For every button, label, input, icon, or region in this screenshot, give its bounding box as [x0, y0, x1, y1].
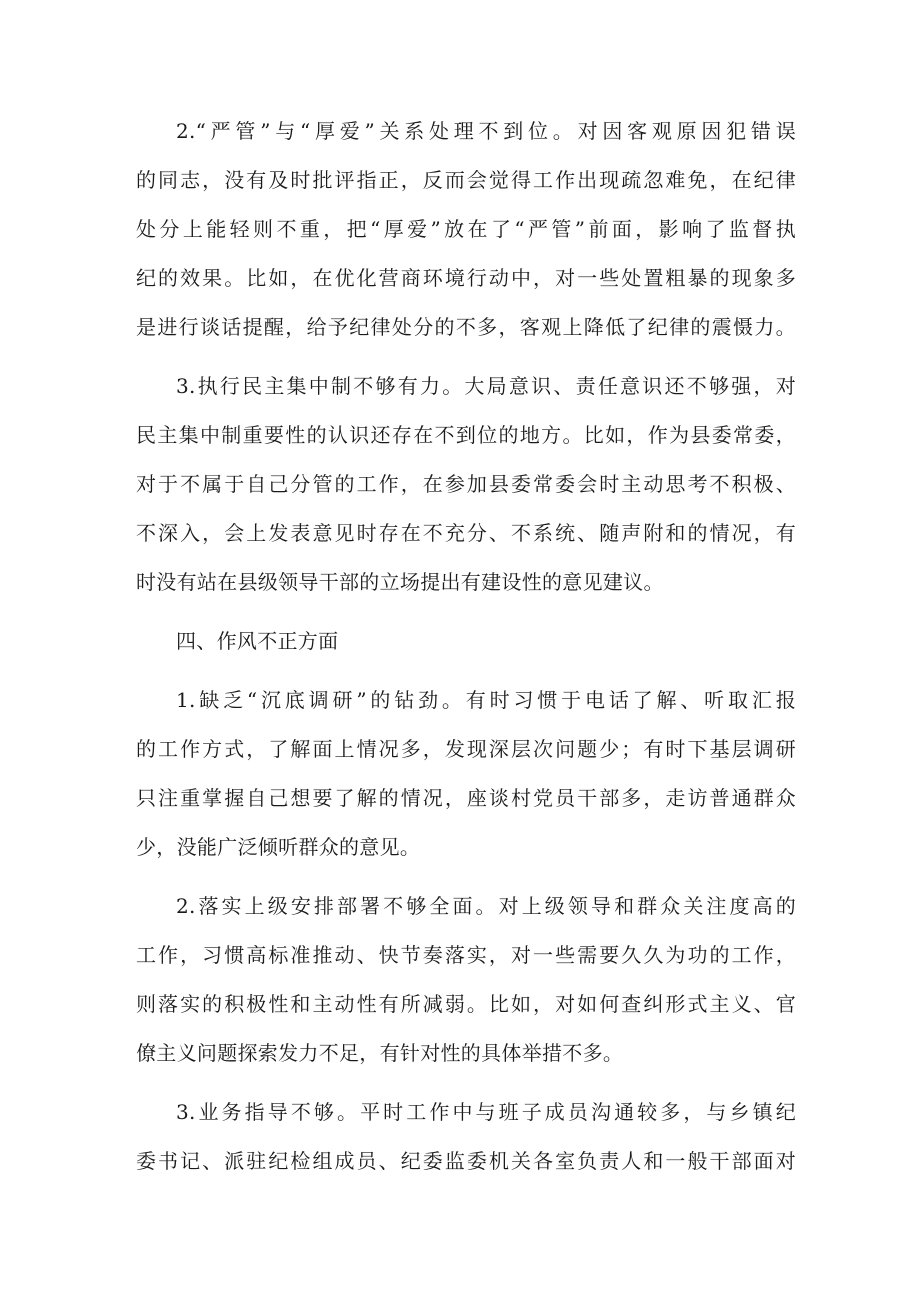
paragraph-5-line-2: 委书记、派驻纪检组成员、纪委监委机关各室负责人和一般干部面对 [136, 1149, 796, 1173]
paragraph-1-line-3: 处分上能轻则不重，把“厚爱”放在了“严管”前面，影响了监督执 [136, 217, 796, 241]
paragraph-4-line-4: 僚主义问题探索发力不足，有针对性的具体举措不多。 [136, 1041, 624, 1065]
paragraph-2-line-3: 对于不属于自己分管的工作，在参加县委常委会时主动思考不积极、 [136, 472, 796, 496]
paragraph-4-line-2: 工作，习惯高标准推动、快节奏落实，对一些需要久久为功的工作， [136, 943, 796, 967]
paragraph-2-line-1: 3.执行民主集中制不够有力。大局意识、责任意识还不够强，对 [176, 374, 796, 398]
paragraph-3-line-1: 1.缺乏“沉底调研”的钻劲。有时习惯于电话了解、听取汇报 [176, 688, 796, 712]
paragraph-1-line-1: 2.“严管”与“厚爱”关系处理不到位。对因客观原因犯错误 [176, 119, 796, 143]
paragraph-4-line-1: 2.落实上级安排部署不够全面。对上级领导和群众关注度高的 [176, 894, 796, 918]
paragraph-1-line-4: 纪的效果。比如，在优化营商环境行动中，对一些处置粗暴的现象多 [136, 266, 796, 290]
paragraph-2-line-2: 民主集中制重要性的认识还存在不到位的地方。比如，作为县委常委， [136, 423, 796, 447]
paragraph-4-line-3: 则落实的积极性和主动性有所减弱。比如，对如何查纠形式主义、官 [136, 992, 796, 1016]
paragraph-3-line-2: 的工作方式，了解面上情况多，发现深层次问题少；有时下基层调研 [136, 737, 796, 761]
paragraph-1-line-2: 的同志，没有及时批评指正，反而会觉得工作出现疏忽难免，在纪律 [136, 168, 796, 192]
paragraph-2-line-5: 时没有站在县级领导干部的立场提出有建设性的意见建议。 [136, 570, 664, 594]
section-heading: 四、作风不正方面 [176, 629, 339, 653]
paragraph-5-line-1: 3.业务指导不够。平时工作中与班子成员沟通较多，与乡镇纪 [176, 1100, 796, 1124]
paragraph-1-line-5: 是进行谈话提醒，给予纪律处分的不多，客观上降低了纪律的震慑力。 [136, 315, 796, 339]
paragraph-3-line-3: 只注重掌握自己想要了解的情况，座谈村党员干部多，走访普通群众 [136, 786, 796, 810]
paragraph-3-line-4: 少，没能广泛倾听群众的意见。 [136, 835, 421, 859]
paragraph-2-line-4: 不深入，会上发表意见时存在不充分、不系统、随声附和的情况，有 [136, 521, 796, 545]
